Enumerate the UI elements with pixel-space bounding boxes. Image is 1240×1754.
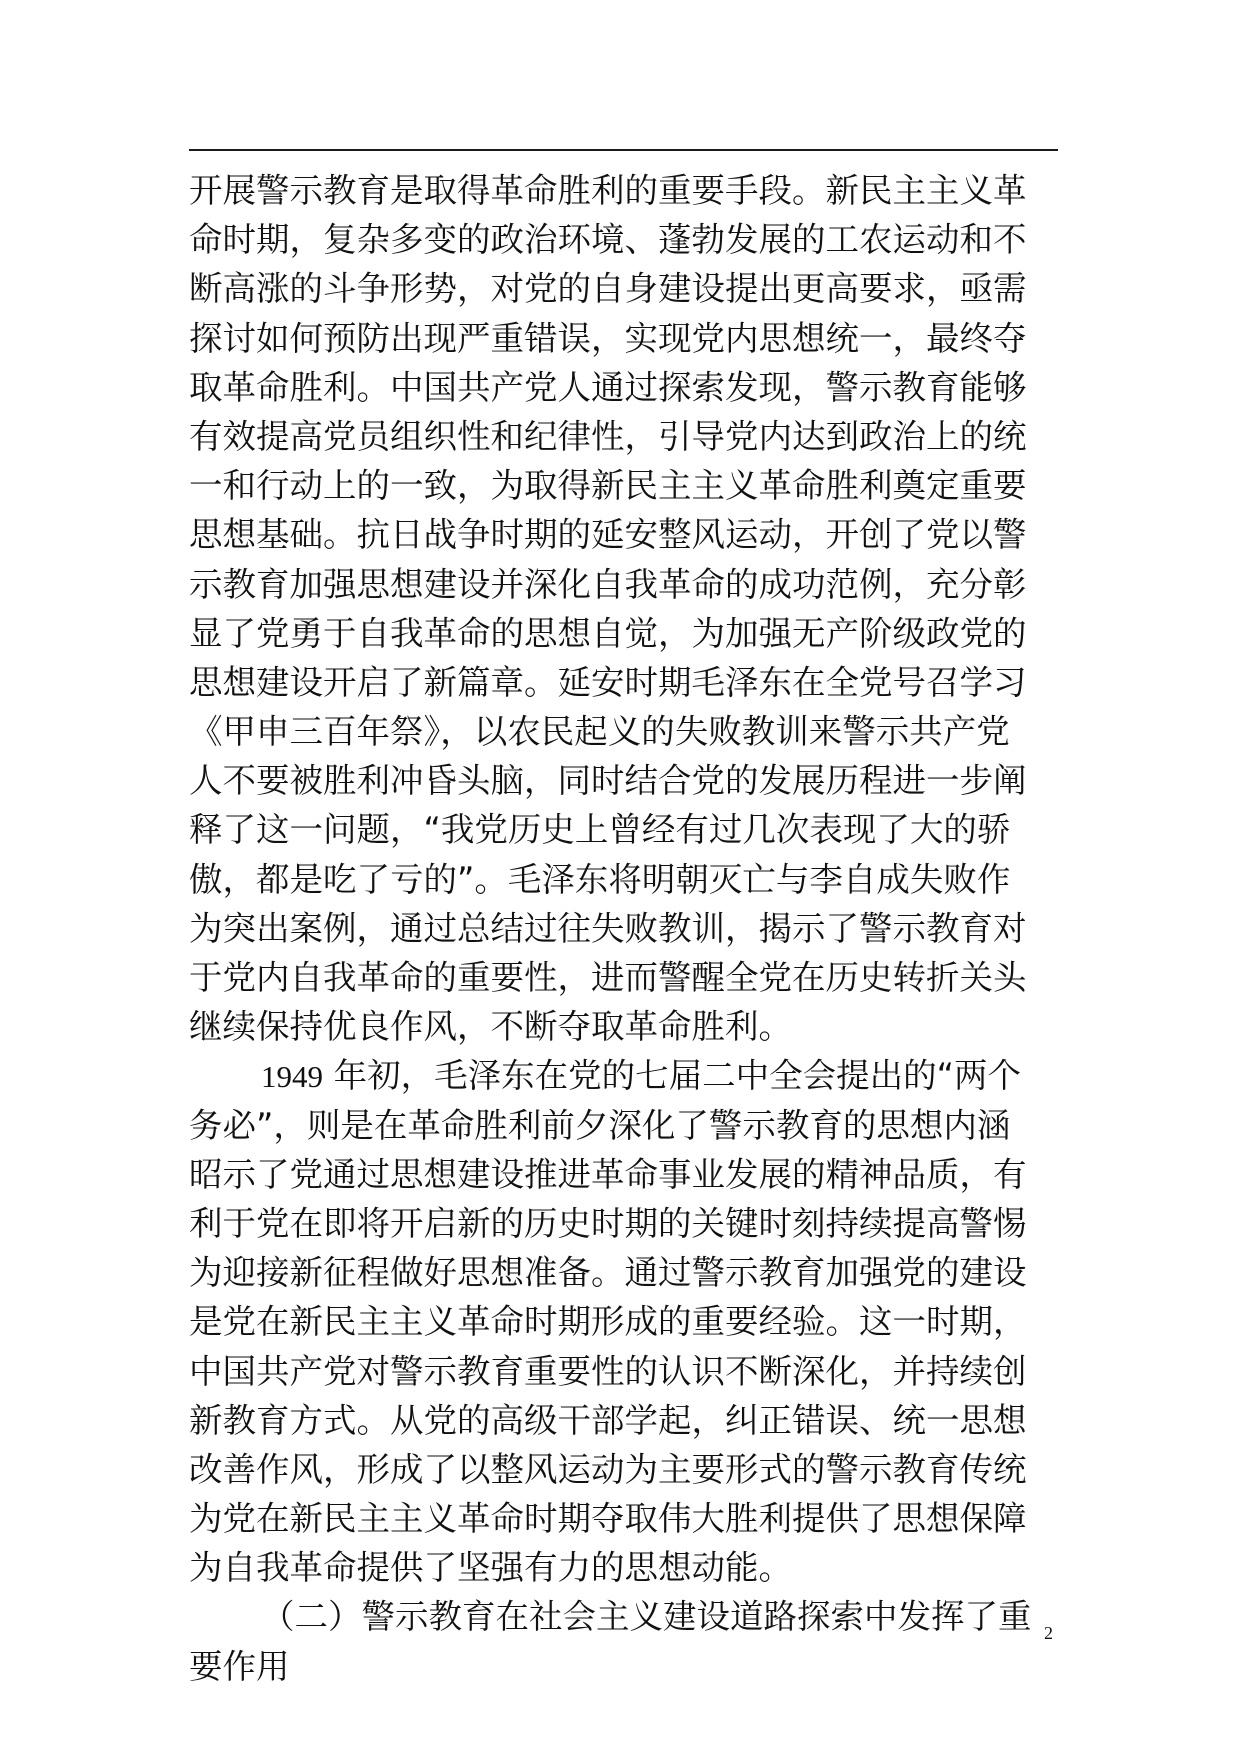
text-line: 为突出案例，通过总结过往失败教训，揭示了警示教育对 — [189, 908, 1027, 948]
text-line: 是党在新民主主义革命时期形成的重要经验。这一时期， — [189, 1302, 1027, 1342]
text-line: 人不要被胜利冲昏头脑，同时结合党的发展历程进一步阐 — [189, 761, 1027, 801]
text-line: 思想基础。抗日战争时期的延安整风运动，开创了党以警 — [189, 515, 1027, 555]
page-number: 2 — [1044, 1623, 1053, 1643]
paragraph-1 — [189, 166, 1059, 1051]
text-line: 昭示了党通过思想建设推进革命事业发展的精神品质，有 — [189, 1154, 1027, 1194]
text-line: 《甲申三百年祭》，以农民起义的失败教训来警示共产党 — [189, 712, 1010, 752]
text-line: 为党在新民主主义革命时期夺取伟大胜利提供了思想保障 — [189, 1499, 1027, 1539]
text-line: 探讨如何预防出现严重错误，实现党内思想统一，最终夺 — [189, 318, 1027, 358]
section-heading — [189, 1592, 1059, 1690]
text-line: 为迎接新征程做好思想准备。通过警示教育加强党的建设 — [189, 1253, 1027, 1293]
text-line: 于党内自我革命的重要性，进而警醒全党在历史转折关头 — [189, 958, 1027, 997]
header-rule — [189, 149, 1058, 151]
text-line: 务必”，则是在革命胜利前夕深化了警示教育的思想内涵 — [189, 1105, 1011, 1145]
text-line: 显了党勇于自我革命的思想自觉，为加强无产阶级政党的 — [189, 613, 1027, 653]
text-line: 断高涨的斗争形势，对党的自身建设提出更高要求，亟需 — [189, 269, 1027, 309]
paragraph-2 — [189, 1051, 1059, 1592]
text-line: （二）警示教育在社会主义建设道路探索中发挥了重 — [261, 1597, 1032, 1637]
text-line: 释了这一问题，“我党历史上曾经有过几次表现了大的骄 — [189, 810, 1011, 850]
text-line — [189, 1051, 1059, 1100]
text-line: 中国共产党对警示教育重要性的认识不断深化，并持续创 — [189, 1351, 1027, 1391]
text-line-rest: 年初，毛泽东在党的七届二中全会提出的“两个 — [323, 1056, 1022, 1096]
text-line: 命时期，复杂多变的政治环境、蓬勃发展的工农运动和不 — [189, 220, 1027, 260]
body-text — [189, 166, 1059, 1691]
text-line: 继续保持优良作风，不断夺取革命胜利。 — [189, 1007, 792, 1047]
text-line: 有效提高党员组织性和纪律性，引导党内达到政治上的统 — [189, 416, 1027, 456]
text-line: 示教育加强思想建设并深化自我革命的成功范例，充分彰 — [189, 564, 1027, 604]
text-line: 傲，都是吃了亏的”。毛泽东将明朝灭亡与李自成失败作 — [189, 859, 1011, 899]
text-line: 利于党在即将开启新的历史时期的关键时刻持续提高警惕 — [189, 1203, 1027, 1243]
text-line: 要作用 — [189, 1646, 290, 1686]
text-line: 思想建设开启了新篇章。延安时期毛泽东在全党号召学习 — [189, 662, 1027, 702]
text-line: 为自我革命提供了坚强有力的思想动能。 — [189, 1548, 792, 1588]
text-line: 一和行动上的一致，为取得新民主主义革命胜利奠定重要 — [189, 466, 1027, 506]
year-number: 1949 — [261, 1059, 323, 1095]
text-line: 新教育方式。从党的高级干部学起，纠正错误、统一思想 — [189, 1400, 1027, 1440]
text-line: 开展警示教育是取得革命胜利的重要手段。新民主主义革 — [189, 171, 1027, 210]
text-line: 改善作风，形成了以整风运动为主要形式的警示教育传统 — [189, 1449, 1027, 1489]
text-line: 取革命胜利。中国共产党人通过探索发现，警示教育能够 — [189, 367, 1027, 407]
